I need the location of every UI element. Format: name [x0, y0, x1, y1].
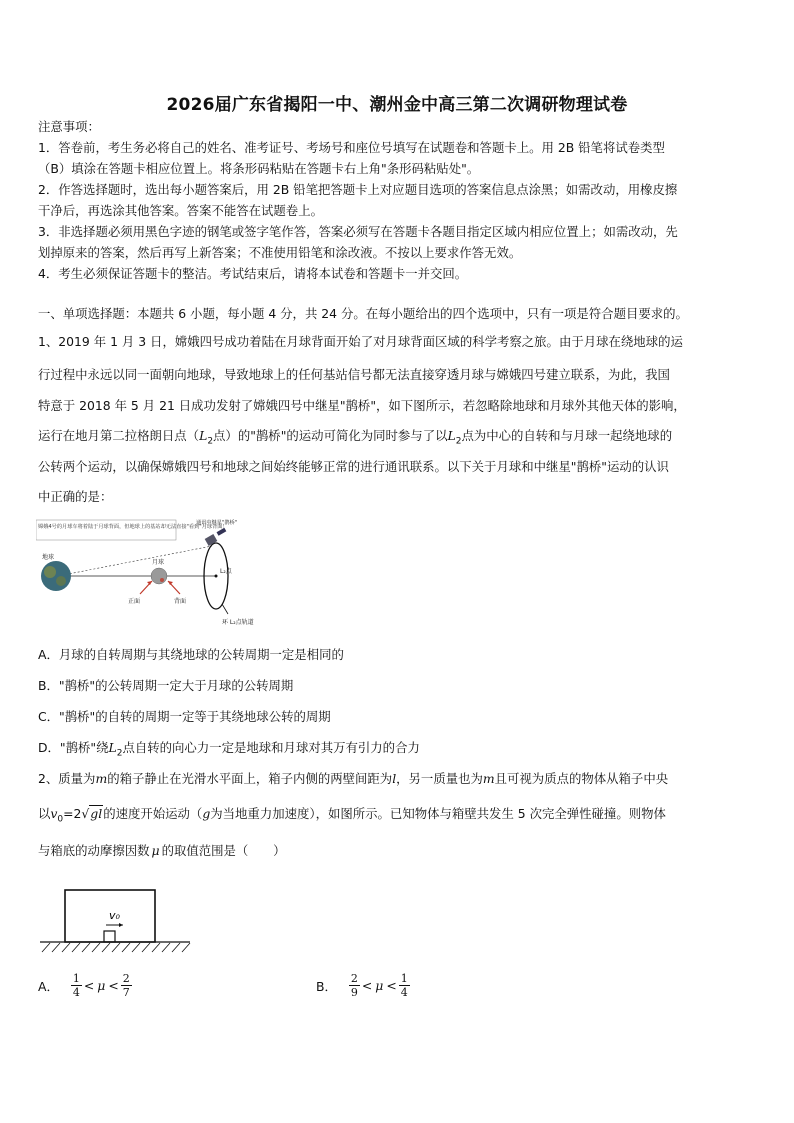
notice-line: 划掉原来的答案，然后再写上新答案；不准使用铅笔和涂改液。不按以上要求作答无效。 — [38, 245, 522, 260]
notice-line: 2．作答选择题时，选出每小题答案后，用 2B 铅笔把答题卡上对应题目选项的答案信息点涂黑；如需改动，用橡皮擦 — [38, 182, 678, 197]
notice-heading: 注意事项： — [38, 119, 100, 134]
q1-line: 特意于 2018 年 5 月 21 日成功发射了嫦娥四号中继星"鹊桥"，如下图所示，若忽略除地球和月球外其他天体的影响， — [38, 398, 686, 413]
moon-icon — [151, 568, 167, 584]
orbit-label: 环 L₂点轨道 — [222, 619, 254, 626]
q1-option-b: B．"鹊桥"的公转周期一定大于月球的公转周期 — [38, 678, 294, 693]
notice-line: 干净后，再选涂其他答案。答案不能答在试题卷上。 — [38, 203, 323, 218]
l2-symbol: L — [447, 428, 456, 443]
front-label: 正面 — [128, 598, 141, 605]
callout-text-content: 嫦娥4号的月球车将着陆于月球背面，但地球上的基站却无法直接"看到"月球背面！ — [38, 524, 228, 530]
fraction: $\frac{2}{9}$ — [350, 972, 358, 999]
earth-label: 地球 — [42, 554, 55, 561]
q1-line-lagrange: 运行在地月第二拉格朗日点（$L_2$点）的"鹊桥"的运动可简化为同时参与了以$L_2$点为中心的自转和与月球一起绕地球的 — [38, 428, 673, 447]
earth-icon — [41, 561, 71, 591]
moon-label: 月球 — [152, 559, 165, 566]
fraction: $\frac{1}{4}$ — [400, 972, 408, 999]
v0-label: v₀ — [109, 909, 120, 922]
sqrt-symbol: √ — [81, 806, 90, 821]
notice-line: 1．答卷前，考生务必将自己的姓名、准考证号、考场号和座位号填写在试题卷和答题卡上。用 2B 铅笔将试卷类型 — [38, 140, 665, 155]
signal-line — [58, 546, 212, 576]
q1-line: 行过程中永远以同一面朝向地球，导致地球上的任何基站信号都无法直接穿透月球与嫦娥四号建立联系，为此，我国 — [38, 367, 670, 382]
earth-moon-relay-figure — [36, 518, 256, 630]
q1-line: 公转两个运动，以确保嫦娥四号和地球之间始终能够正常的进行通讯联系。以下关于月球和中继星"鹊桥"运动的认识 — [38, 459, 669, 474]
q1-option-d: D．"鹊桥"绕$L_2$点自转的向心力一定是地球和月球对其万有引力的合力 — [38, 740, 420, 759]
q1-line: 中正确的是： — [38, 489, 113, 504]
notice-line: （B）填涂在答题卡相应位置上。将条形码粘贴在答题卡右上角"条形码粘贴处"。 — [38, 161, 480, 176]
q2-line: 2、质量为m的箱子静止在光滑水平面上，箱子内侧的两壁间距为l，另一质量也为m且可视为质点的物体从箱子中央 — [38, 771, 669, 786]
q2-option-b: B． $\frac{2}{9}$ < μ < $\frac{1}{4}$ — [316, 972, 408, 999]
section-heading: 一、单项选择题：本题共 6 小题，每小题 4 分，共 24 分。在每小题给出的四个选项中，只有一项是符合题目要求的。 — [38, 306, 688, 321]
q2-option-a: A． $\frac{1}{4}$ < μ < $\frac{2}{7}$ — [38, 972, 130, 999]
fraction: $\frac{2}{7}$ — [122, 972, 130, 999]
q1-option-c: C．"鹊桥"的自转的周期一定等于其绕地球公转的周期 — [38, 709, 331, 724]
block — [104, 931, 115, 942]
ground-hatching — [42, 943, 190, 952]
q1-line: 1、2019 年 1 月 3 日，嫦娥四号成功着陆在月球背面开始了对月球背面区域的科学考察之旅。由于月球在绕地球的运 — [38, 334, 683, 349]
q1-option-a: A．月球的自转周期与其绕地球的公转周期一定是相同的 — [38, 647, 344, 662]
fraction: $\frac{1}{4}$ — [72, 972, 80, 999]
back-label: 背面 — [174, 598, 187, 605]
notice-line: 4．考生必须保证答题卡的整洁。考试结束后，请将本试卷和答题卡一并交回。 — [38, 266, 468, 281]
page-title: 2026届广东省揭阳一中、潮州金中高三第二次调研物理试卷 — [166, 95, 628, 115]
box-block-figure — [38, 885, 196, 955]
q2-line: 以$v_0=2√gl$的速度开始运动（g为当地重力加速度），如图所示。已知物体与箱壁共发生 5 次完全弹性碰撞。则物体 — [38, 806, 666, 825]
notice-line: 3．非选择题必须用黑色字迹的钢笔或签字笔作答，答案必须写在答题卡各题目指定区域内相应位置上；如需改动，先 — [38, 224, 678, 239]
relay-label: 通讯中继星"鹊桥" — [196, 520, 238, 526]
callout-box — [36, 520, 176, 540]
l2-label: L₂点 — [220, 568, 232, 575]
l2-symbol: L — [199, 428, 208, 443]
q2-line: 与箱底的动摩擦因数 μ 的取值范围是（ ） — [38, 843, 286, 858]
